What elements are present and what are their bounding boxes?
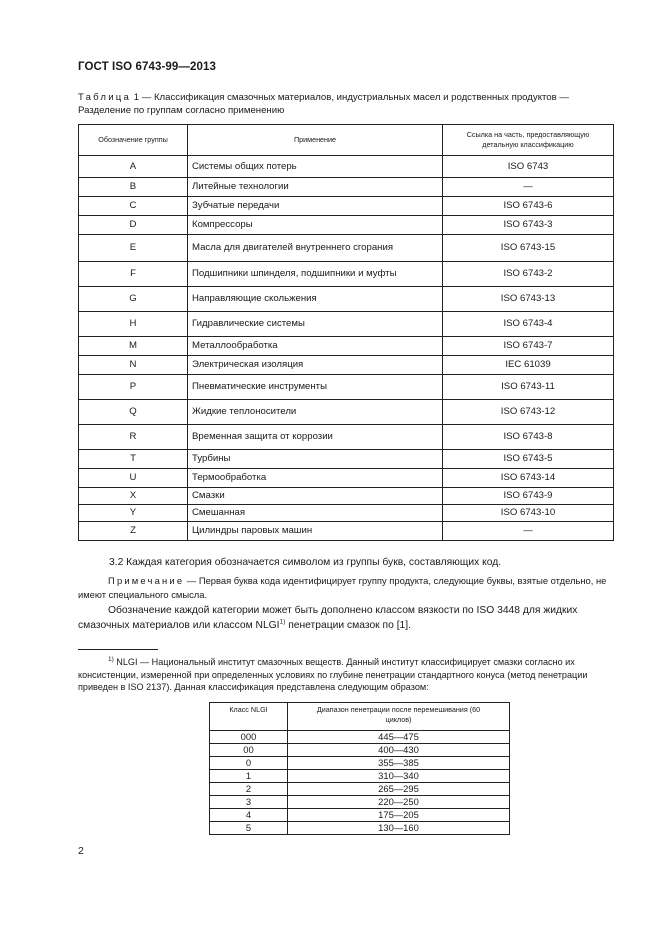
table2-header-row [210,703,510,731]
table-row [79,156,614,178]
footnote-mark: 1) [108,655,114,663]
reference-cell: ISO 6743-3 [443,216,614,235]
group-code-cell: P [79,375,188,400]
table-row [210,809,510,822]
group-code-cell: B [79,178,188,197]
penetration-range-cell: 445—475 [288,731,510,744]
table-row [210,770,510,783]
section-3-2-paragraph: 3.2 Каждая категория обозначается символом из группы букв, составляющих код. [109,557,502,568]
nlgi-table [209,702,510,835]
penetration-range-cell: 355—385 [288,757,510,770]
penetration-range-cell: 130—160 [288,822,510,835]
reference-cell: ISO 6743-12 [443,400,614,425]
application-cell: Системы общих потерь [188,156,443,178]
reference-cell: ISO 6743-11 [443,375,614,400]
group-code-cell: T [79,450,188,469]
table-row [210,731,510,744]
application-cell: Электрическая изоляция [188,356,443,375]
table-row [210,744,510,757]
application-cell: Металлообработка [188,337,443,356]
table1-col-application: Применение [188,125,443,156]
group-code-cell: F [79,262,188,287]
table-row [79,216,614,235]
reference-cell: — [443,522,614,541]
reference-cell: ISO 6743-2 [443,262,614,287]
reference-cell: ISO 6743-7 [443,337,614,356]
nlgi-class-cell: 00 [210,744,288,757]
group-code-cell: Q [79,400,188,425]
table-row [210,822,510,835]
table2-body [210,731,510,835]
reference-cell: ISO 6743 [443,156,614,178]
table2-col-class: Класс NLGI [210,703,288,731]
category-paragraph-text-b: пенетрации смазок по [1]. [285,620,412,631]
group-code-cell: G [79,287,188,312]
application-cell: Смешанная [188,505,443,522]
table1-header-row [79,125,614,156]
application-cell: Литейные технологии [188,178,443,197]
reference-cell: — [443,178,614,197]
footnote [78,656,615,694]
nlgi-class-cell: 0 [210,757,288,770]
penetration-range-cell: 265—295 [288,783,510,796]
footnote-text: NLGI — Национальный институт смазочных веществ. Данный институт классифицирует смазки согласно их консистенции, измеренной при определенных условиях по глубине пенетрации стандартного конуса (метод пенетрации приведен в ISO 2137). Данная классификация представлена следующим образом: [78,657,588,692]
group-code-cell: M [79,337,188,356]
application-cell: Цилиндры паровых машин [188,522,443,541]
footnote-ref: 1) [279,618,286,626]
group-code-cell: N [79,356,188,375]
table1-caption [78,91,615,117]
reference-cell: ISO 6743-5 [443,450,614,469]
reference-cell: ISO 6743-10 [443,505,614,522]
table-row [210,796,510,809]
nlgi-class-cell: 4 [210,809,288,822]
nlgi-class-cell: 3 [210,796,288,809]
group-code-cell: E [79,235,188,262]
table-row [79,425,614,450]
table-row [79,488,614,505]
table-row [79,400,614,425]
application-cell: Временная защита от коррозии [188,425,443,450]
footnote-separator [78,649,158,650]
table-row [79,312,614,337]
table-row [79,262,614,287]
application-cell: Зубчатые передачи [188,197,443,216]
application-cell: Компрессоры [188,216,443,235]
reference-cell: ISO 6743-14 [443,469,614,488]
reference-cell: ISO 6743-15 [443,235,614,262]
group-code-cell: Z [79,522,188,541]
table-row [79,178,614,197]
document-header: ГОСТ ISO 6743-99—2013 [78,61,216,73]
table1-caption-label: Таблица [78,92,132,103]
page-number: 2 [78,845,84,857]
application-cell: Турбины [188,450,443,469]
category-paragraph-text-a: Обозначение каждой категории может быть дополнено классом вязкости по ISO 3448 для жидких смазочных материалов или классом NLGI [78,605,578,631]
table-row [79,197,614,216]
table-row [79,469,614,488]
table-row [79,337,614,356]
table1-caption-text: 1 — Классификация смазочных материалов, индустриальных масел и родственных продуктов — Разделение по группам согласно применению [78,92,569,116]
group-code-cell: X [79,488,188,505]
classification-table [78,124,614,541]
group-code-cell: R [79,425,188,450]
application-cell: Гидравлические системы [188,312,443,337]
penetration-range-cell: 310—340 [288,770,510,783]
reference-cell: IEC 61039 [443,356,614,375]
reference-cell: ISO 6743-9 [443,488,614,505]
nlgi-class-cell: 2 [210,783,288,796]
group-code-cell: D [79,216,188,235]
penetration-range-cell: 400—430 [288,744,510,757]
nlgi-class-cell: 1 [210,770,288,783]
table-row [210,757,510,770]
reference-cell: ISO 6743-6 [443,197,614,216]
table1-col-reference: Ссылка на часть, предоставляющую детальную классификацию [443,125,614,156]
reference-cell: ISO 6743-13 [443,287,614,312]
group-code-cell: H [79,312,188,337]
group-code-cell: U [79,469,188,488]
table-row [79,375,614,400]
group-code-cell: Y [79,505,188,522]
table-row [79,505,614,522]
application-cell: Смазки [188,488,443,505]
note-paragraph [78,574,615,601]
penetration-range-cell: 175—205 [288,809,510,822]
application-cell: Пневматические инструменты [188,375,443,400]
group-code-cell: C [79,197,188,216]
table-row [79,522,614,541]
reference-cell: ISO 6743-8 [443,425,614,450]
application-cell: Подшипники шпинделя, подшипники и муфты [188,262,443,287]
penetration-range-cell: 220—250 [288,796,510,809]
table-row [79,450,614,469]
reference-cell: ISO 6743-4 [443,312,614,337]
table-row [210,783,510,796]
table-row [79,235,614,262]
application-cell: Жидкие теплоносители [188,400,443,425]
table1-col-group: Обозначение группы [79,125,188,156]
table1-body [79,156,614,541]
category-paragraph [78,603,615,633]
nlgi-class-cell: 000 [210,731,288,744]
application-cell: Направляющие скольжения [188,287,443,312]
table2-col-range: Диапазон пенетрации после перемешивания (60 циклов) [288,703,510,731]
application-cell: Термообработка [188,469,443,488]
note-text: — Первая буква кода идентифицирует группу продукта, следующие буквы, взятые отдельно, не имеют специального смысла. [78,575,607,600]
nlgi-class-cell: 5 [210,822,288,835]
note-label: Примечание [108,575,185,586]
application-cell: Масла для двигателей внутреннего сгорания [188,235,443,262]
group-code-cell: A [79,156,188,178]
table-row [79,287,614,312]
table-row [79,356,614,375]
